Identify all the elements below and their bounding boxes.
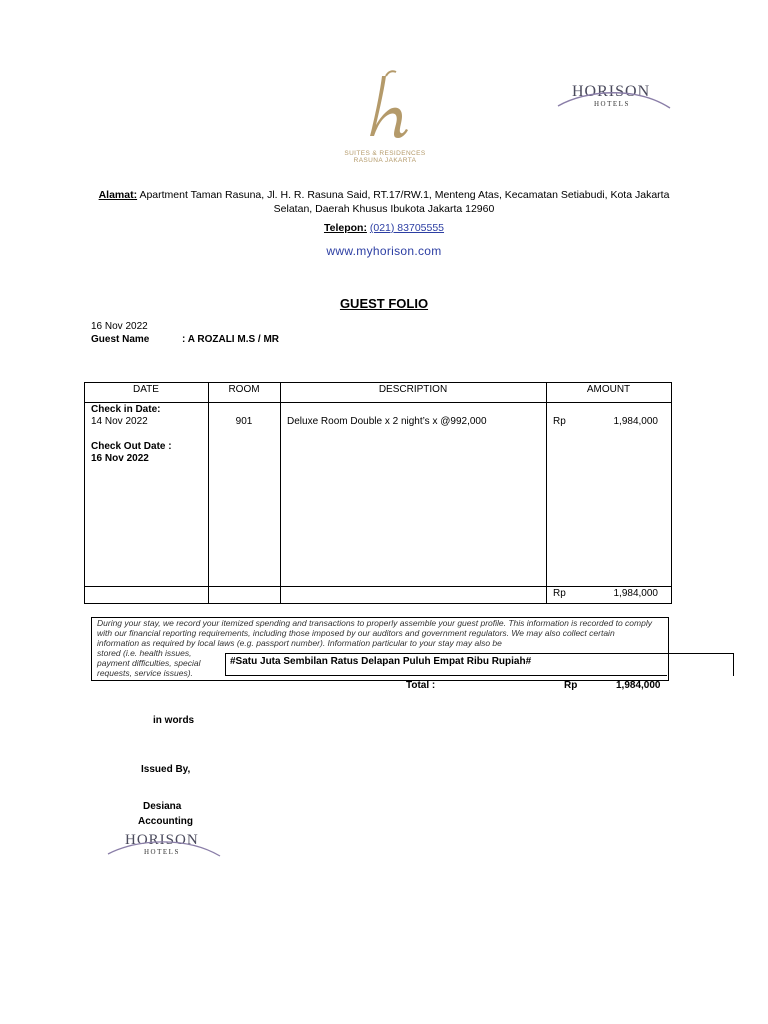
issuer-name: Desiana — [143, 801, 182, 812]
horison-hotels-label-bottom: HOTELS — [144, 848, 180, 856]
address-text: Apartment Taman Rasuna, Jl. H. R. Rasuna Said, RT.17/RW.1, Menteng Atas, Kecamatan Setiabudi, Kota Jakarta Selatan, Daerah Khusus Ibukota Jakarta 12960 — [139, 189, 670, 215]
privacy-notice-continued: stored (i.e. health issues, payment difficulties, special requests, service issues). — [97, 648, 201, 678]
page-title: GUEST FOLIO — [339, 296, 429, 311]
phone-number-link[interactable]: (021) 83705555 — [369, 222, 445, 234]
horison-logo-bottom: HORISON — [125, 832, 199, 848]
total-currency: Rp — [564, 680, 578, 691]
amount-in-words: #Satu Juta Sembilan Ratus Delapan Puluh Empat Ribu Rupiah# — [230, 656, 532, 667]
header-room: ROOM — [228, 384, 260, 395]
checkout-date: 16 Nov 2022 — [91, 453, 149, 464]
website-link[interactable]: www.myhorison.com — [326, 244, 442, 258]
total-amount: 1,984,000 — [616, 680, 661, 691]
guest-name-label: Guest Name — [91, 334, 150, 345]
checkout-label: Check Out Date : — [91, 441, 172, 452]
issuer-department: Accounting — [138, 816, 193, 827]
horison-hotels-label: HOTELS — [594, 100, 630, 108]
in-words-label: in words — [153, 715, 195, 726]
subtotal-amount: 1,984,000 — [613, 588, 658, 599]
guest-name-value: : A ROZALI M.S / MR — [182, 334, 280, 345]
room-number: 901 — [235, 416, 253, 427]
checkin-date: 14 Nov 2022 — [91, 416, 148, 427]
total-label: Total : — [406, 680, 436, 691]
charge-description: Deluxe Room Double x 2 night’s x @992,000 — [287, 416, 487, 427]
horison-swoosh-icon — [556, 86, 672, 112]
phone-line — [0, 222, 768, 234]
charge-amount: 1,984,000 — [613, 416, 658, 427]
address-label: Alamat: — [98, 189, 138, 201]
header-description: DESCRIPTION — [378, 384, 448, 395]
address-block — [86, 188, 682, 216]
folio-date: 16 Nov 2022 — [91, 321, 148, 332]
horison-logo: HORISON — [572, 83, 651, 100]
horison-swoosh-icon-bottom — [106, 836, 222, 860]
charge-currency: Rp — [553, 416, 566, 427]
phone-label: Telepon: — [323, 222, 367, 234]
privacy-notice-text: During your stay, we record your itemized spending and transactions to properly assemble your guest profile. This information is recorded to comply with our financial reporting requirements, including those imposed by our auditors and government regulators. We may also collect certain information as required by local laws (e.g. passport number). Information particular to your stay may also be — [97, 618, 652, 648]
subtotal-currency: Rp — [553, 588, 566, 599]
header-amount: AMOUNT — [586, 384, 631, 395]
header-date: DATE — [133, 384, 159, 395]
amount-in-words-underline — [225, 675, 667, 676]
folio-table — [84, 382, 672, 604]
issued-by-label: Issued By, — [141, 764, 191, 775]
logo-subtitle-1: SUITES & RESIDENCES — [344, 150, 426, 157]
checkin-label: Check in Date: — [91, 404, 161, 415]
logo-subtitle-2: RASUNA JAKARTA — [353, 157, 417, 164]
